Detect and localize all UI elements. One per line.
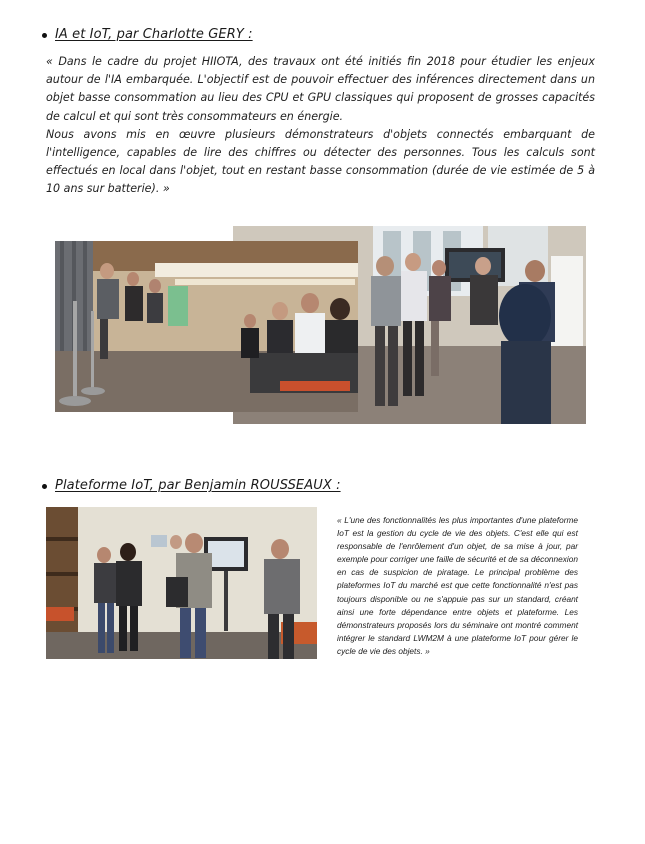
section-heading-text: Plateforme IoT, par Benjamin ROUSSEAUX : — [55, 478, 341, 493]
bullet-dot-icon — [42, 484, 47, 489]
photo-audience-room — [55, 241, 358, 412]
section-heading-text: IA et IoT, par Charlotte GERY : — [55, 27, 253, 42]
quote-paragraph: « Dans le cadre du projet HIIOTA, des travaux ont été initiés fin 2018 pour étudier les enjeux autour de l'IA embarquée. L'objectif est de pouvoir effectuer des inférences directement dans un objet basse consommation au lieu des CPU et GPU classiques qui proposent de grosses capacités de calcul et qui sont très consommateurs en énergie. — [46, 55, 595, 123]
section-heading-ia-iot — [42, 27, 253, 43]
section-heading-plateforme-iot — [42, 478, 341, 494]
photo-platform-demo-image — [46, 507, 317, 659]
photo-platform-demo — [46, 507, 317, 659]
section-quote-ia-iot — [46, 53, 595, 199]
quote-paragraph: Nous avons mis en œuvre plusieurs démonstrateurs d'objets connectés embarquant de l'intelligence, capables de lire des chiffres ou détecter des personnes. Tous les calculs sont effectués en local dans l'objet, tout en restant basse consommation (durée de vie estimée de 5 à 10 ans sur batterie). » — [46, 127, 595, 196]
photo-audience-room-image — [55, 241, 358, 412]
bullet-dot-icon — [42, 33, 47, 38]
section-quote-plateforme-iot: « L'une des fonctionnalités les plus importantes d'une plateforme IoT est la gestion du cycle de vie des objets. C'est elle qui est responsable de l'enrôlement d'un objet, de sa mise à jour, par exemple pour corriger une faille de sécurité et de sa déconnexion en cas de suspicion de piratage. Le principal problème des plateformes IoT du marché est que cette fonctionnalité n'est pas toujours disponible ou ne s'appuie pas sur un standard, créant ainsi une forte dépendance entre objets et plateforme. Les démonstrateurs proposés lors du séminaire ont montré comment intégrer le standard LWM2M à une plateforme IoT pour gérer le cycle de vie des objets. » — [337, 515, 578, 656]
